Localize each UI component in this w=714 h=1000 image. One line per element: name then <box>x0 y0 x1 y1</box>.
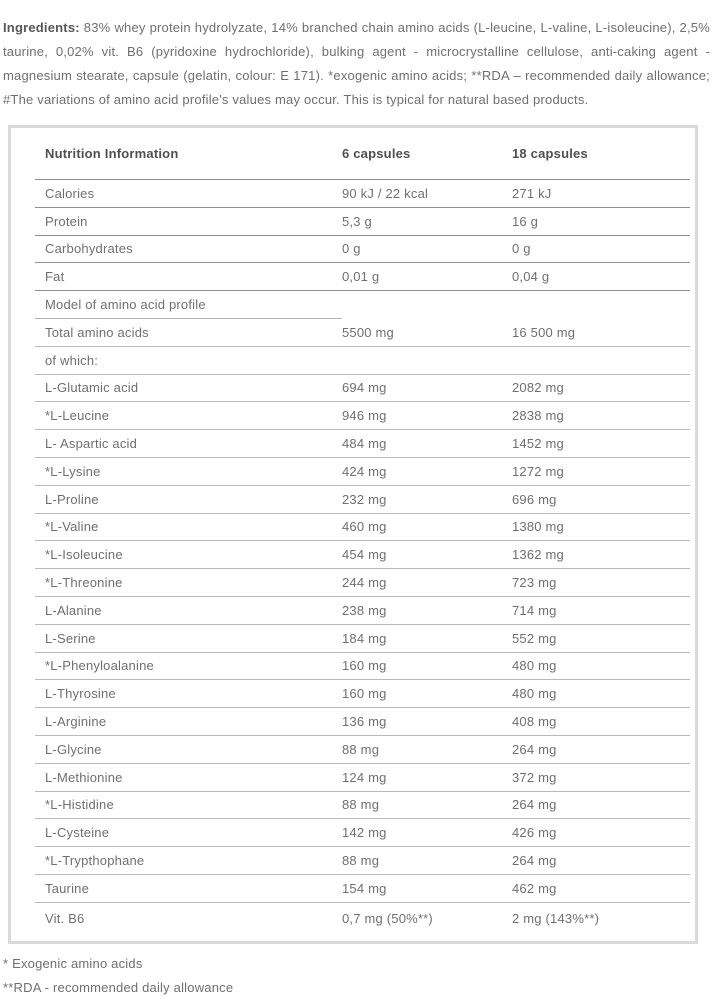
row-value-18caps: 2 mg (143%**) <box>512 910 600 926</box>
row-value-6caps: 232 mg <box>342 491 387 507</box>
row-value-6caps: 484 mg <box>342 436 387 452</box>
row-label: Model of amino acid profile <box>35 291 342 319</box>
row-value-18caps: 426 mg <box>512 825 557 841</box>
nutrition-table-inner <box>35 128 690 941</box>
row-label: L-Serine <box>45 630 96 646</box>
table-row-l-thyrosine <box>35 680 690 708</box>
nutrition-table <box>8 125 698 944</box>
row-value-6caps: 184 mg <box>342 630 387 646</box>
row-value-18caps: 372 mg <box>512 769 557 785</box>
row-label: L-Cysteine <box>45 825 110 841</box>
footnote-rda: **RDA - recommended daily allowance <box>3 979 234 995</box>
row-value-6caps: 88 mg <box>342 797 380 813</box>
row-value-18caps: 480 mg <box>512 686 557 702</box>
row-value-6caps: 454 mg <box>342 547 387 563</box>
row-label: *L-Threonine <box>45 575 123 591</box>
table-row-l-glutamic-acid <box>35 375 690 403</box>
table-row-l-alanine <box>35 597 690 625</box>
table-row-l-threonine <box>35 569 690 597</box>
row-value-6caps: 136 mg <box>342 714 387 730</box>
row-value-18caps: 480 mg <box>512 658 557 674</box>
row-value-18caps: 1272 mg <box>512 463 564 479</box>
row-value-18caps: 1362 mg <box>512 547 564 563</box>
row-label: L-Glutamic acid <box>45 380 139 396</box>
row-label: *L-Valine <box>45 519 99 535</box>
table-row-l-cysteine <box>35 819 690 847</box>
row-label: *L-Trypthophane <box>45 853 145 869</box>
row-label: L-Arginine <box>45 714 107 730</box>
row-label: L-Thyrosine <box>45 686 116 702</box>
table-row-l-methionine <box>35 764 690 792</box>
row-value-18caps: 0,04 g <box>512 269 550 285</box>
table-row-l-serine <box>35 625 690 653</box>
row-value-18caps: 714 mg <box>512 602 557 618</box>
row-label: of which: <box>45 352 99 368</box>
ingredients-paragraph <box>0 13 714 112</box>
row-label: *L-Histidine <box>45 797 114 813</box>
row-value-18caps: 1380 mg <box>512 519 564 535</box>
row-value-6caps: 142 mg <box>342 825 387 841</box>
table-row-l-proline <box>35 486 690 514</box>
row-value-6caps: 90 kJ / 22 kcal <box>342 185 429 201</box>
row-label: *L-Phenyloalanine <box>45 658 154 674</box>
row-value-6caps: 424 mg <box>342 463 387 479</box>
row-label: Vit. B6 <box>45 910 85 926</box>
row-value-6caps: 88 mg <box>342 741 380 757</box>
header-6-capsules: 6 capsules <box>342 146 411 161</box>
row-label: L-Proline <box>45 491 99 507</box>
table-row-taurine <box>35 875 690 903</box>
row-label: L- Aspartic acid <box>45 436 138 452</box>
row-value-6caps: 694 mg <box>342 380 387 396</box>
table-row-l-valine <box>35 514 690 542</box>
table-row-l-lysine <box>35 458 690 486</box>
table-row-fat <box>35 263 690 291</box>
table-row-l-trypthophane <box>35 847 690 875</box>
ingredients-text: 83% whey protein hydrolyzate, 14% branched chain amino acids (L-leucine, L-valine, L-isoleucine), 2,5% taurine, 0,02% vit. B6 (pyridoxine hydrochloride), bulking agent - microcrystalline cellulose, anti-caking agent - magnesium stearate, capsule (gelatin, colour: E 171). *exogenic amino acids; **RDA – recommended daily allowance; #The variations of amino acid profile's values may occur. This is typical for natural based products. <box>3 20 710 107</box>
row-label: *L-Isoleucine <box>45 547 123 563</box>
row-value-6caps: 88 mg <box>342 853 380 869</box>
header-18-capsules: 18 capsules <box>512 146 588 161</box>
row-value-6caps: 160 mg <box>342 686 387 702</box>
row-label: L-Glycine <box>45 741 102 757</box>
table-row-calories <box>35 180 690 208</box>
row-value-6caps: 5500 mg <box>342 324 394 340</box>
row-value-18caps: 408 mg <box>512 714 557 730</box>
row-value-18caps: 2838 mg <box>512 408 564 424</box>
table-row-vit-b6 <box>35 903 690 941</box>
table-row-of-which <box>35 347 690 375</box>
row-value-18caps: 2082 mg <box>512 380 564 396</box>
row-value-6caps: 946 mg <box>342 408 387 424</box>
row-value-6caps: 5,3 g <box>342 213 372 229</box>
row-value-18caps: 696 mg <box>512 491 557 507</box>
row-value-6caps: 460 mg <box>342 519 387 535</box>
row-value-18caps: 264 mg <box>512 741 557 757</box>
row-label: L-Alanine <box>45 602 102 618</box>
table-row-total-amino-acids <box>35 319 690 347</box>
table-row-model-of-amino-acid-profile <box>35 291 690 319</box>
row-value-6caps: 0 g <box>342 241 361 257</box>
row-label: *L-Lysine <box>45 463 101 479</box>
row-value-6caps: 244 mg <box>342 575 387 591</box>
row-label: L-Methionine <box>45 769 123 785</box>
row-value-6caps: 124 mg <box>342 769 387 785</box>
table-row-l-phenyloalanine <box>35 653 690 681</box>
table-row-l-leucine <box>35 402 690 430</box>
row-value-18caps: 723 mg <box>512 575 557 591</box>
row-value-6caps: 238 mg <box>342 602 387 618</box>
row-value-18caps: 16 g <box>512 213 539 229</box>
footnotes <box>3 952 714 1000</box>
row-value-18caps: 264 mg <box>512 853 557 869</box>
table-row-l-aspartic-acid <box>35 430 690 458</box>
row-value-6caps: 160 mg <box>342 658 387 674</box>
row-value-6caps: 0,7 mg (50%**) <box>342 910 433 926</box>
row-label: Carbohydrates <box>45 241 133 257</box>
table-row-protein <box>35 208 690 236</box>
ingredients-label: Ingredients: <box>3 20 80 35</box>
row-label: *L-Leucine <box>45 408 110 424</box>
footnote-exogenic: * Exogenic amino acids <box>3 955 143 971</box>
row-value-18caps: 264 mg <box>512 797 557 813</box>
row-label: Taurine <box>45 880 90 896</box>
table-row-l-glycine <box>35 736 690 764</box>
row-label: Calories <box>45 185 95 201</box>
row-value-18caps: 552 mg <box>512 630 557 646</box>
table-header-row <box>35 128 690 180</box>
row-value-18caps: 16 500 mg <box>512 324 576 340</box>
table-row-l-isoleucine <box>35 541 690 569</box>
row-value-18caps: 462 mg <box>512 880 557 896</box>
table-row-carbohydrates <box>35 236 690 264</box>
header-nutrition-information: Nutrition Information <box>45 146 179 161</box>
row-value-6caps: 0,01 g <box>342 269 380 285</box>
row-label: Total amino acids <box>45 324 149 340</box>
row-value-18caps: 271 kJ <box>512 185 552 201</box>
table-row-l-histidine <box>35 792 690 820</box>
row-label: Fat <box>45 269 65 285</box>
row-label: Protein <box>45 213 88 229</box>
row-value-6caps: 154 mg <box>342 880 387 896</box>
row-value-18caps: 1452 mg <box>512 436 564 452</box>
table-row-l-arginine <box>35 708 690 736</box>
row-value-18caps: 0 g <box>512 241 531 257</box>
